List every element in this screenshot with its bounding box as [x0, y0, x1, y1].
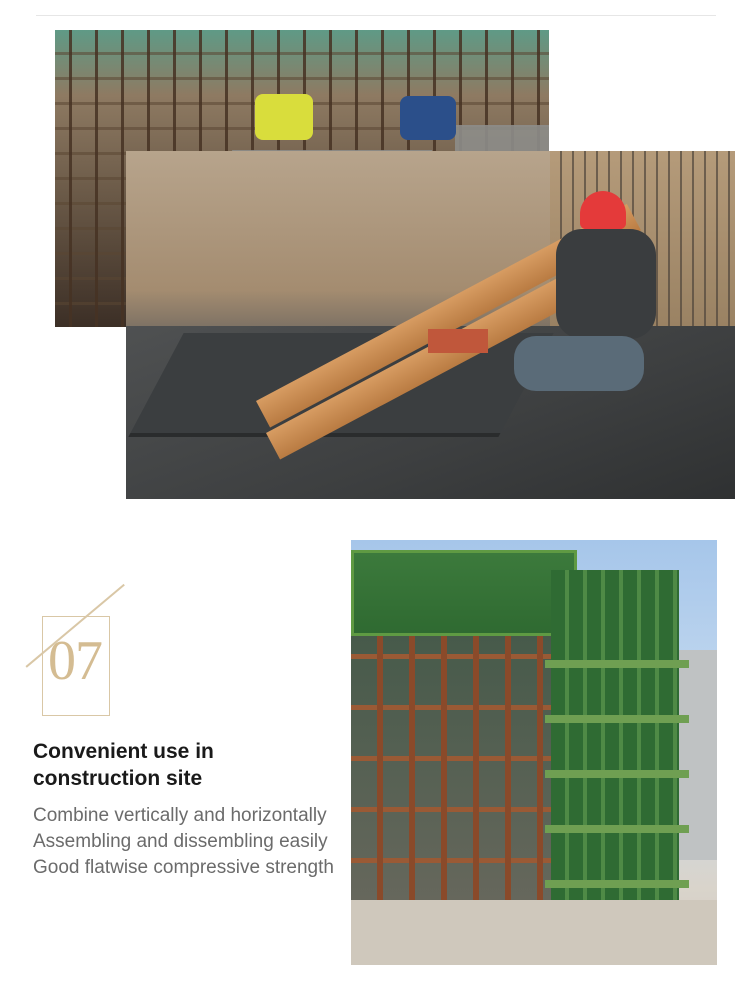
section-number: 07 [48, 630, 102, 692]
worker-in-blue [400, 96, 456, 140]
feature-item: Good flatwise compressive strength [33, 857, 334, 878]
formwork-panel-side [551, 570, 679, 910]
worker-in-vest [255, 94, 313, 140]
section-heading: Convenient use in construction site [33, 740, 214, 790]
feature-item: Assembling and dissembling easily [33, 831, 328, 852]
feature-item: Combine vertically and horizontally [33, 805, 327, 826]
steel-formwork-photo [351, 540, 717, 965]
red-helmet [580, 191, 626, 229]
top-divider [36, 15, 716, 16]
formwork-board-photo [126, 151, 735, 499]
formwork-panel-top [351, 550, 577, 636]
feature-list [33, 803, 353, 881]
